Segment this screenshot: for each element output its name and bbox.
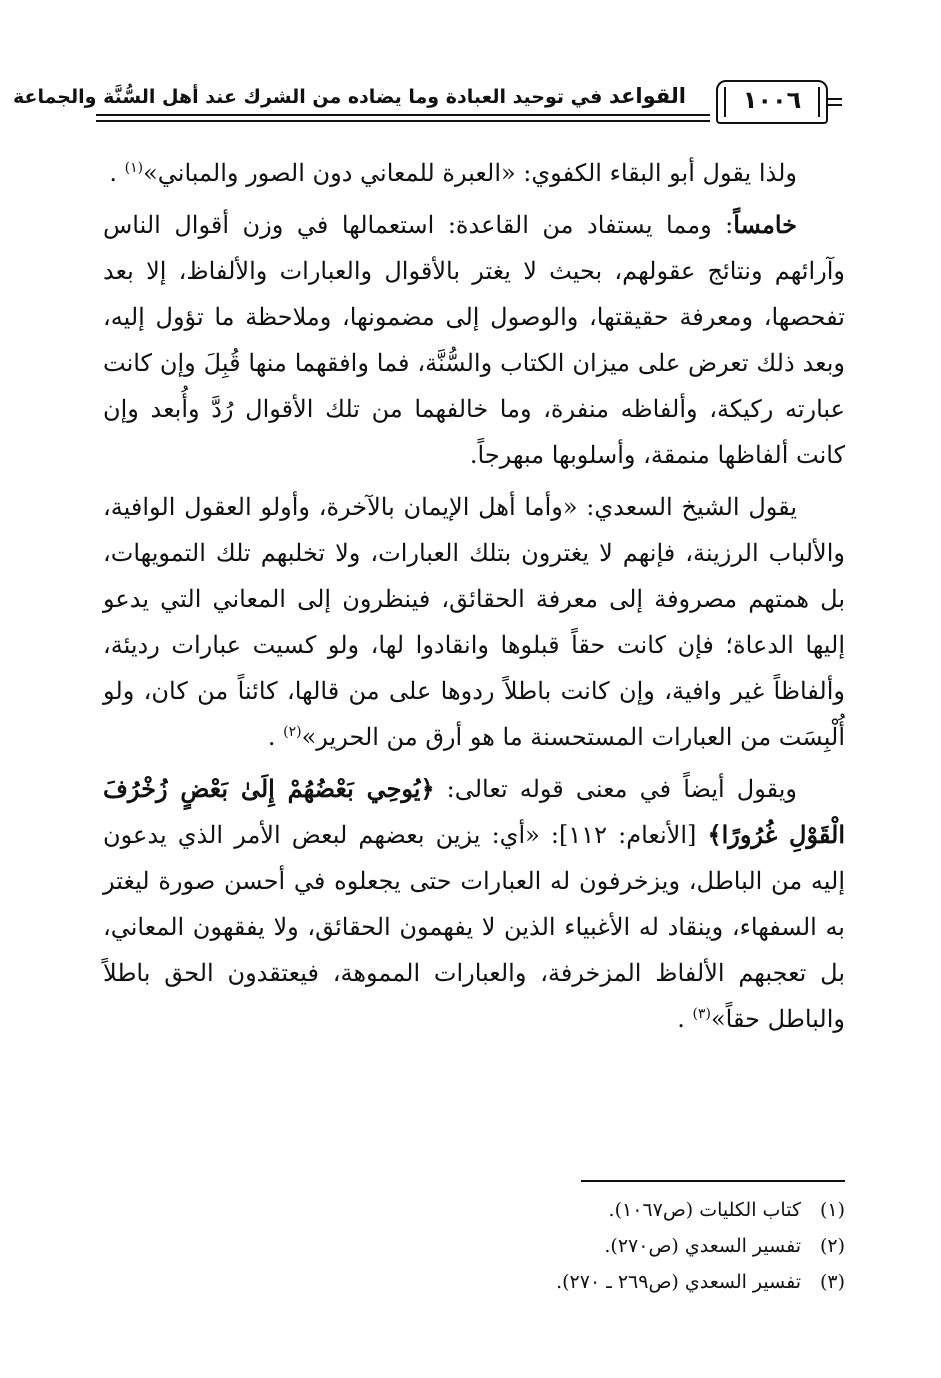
footnote-3-text: تفسير السعدي (ص٢٦٩ ـ ٢٧٠). <box>556 1271 801 1293</box>
footnote-2 <box>103 1228 845 1264</box>
paragraph-2-text: : ومما يستفاد من القاعدة: استعمالها في وزن أقوال الناس وآرائهم ونتائج عقولهم، بحيث لا يغتر بالأقوال والعبارات والألفاظ، إلا بعد تفحصها، ومعرفة حقيقتها، والوصول إلى مضمونها، وملاحظة ما تؤول إليه، وبعد ذلك تعرض على ميزان الكتاب والسُّنَّة، فما وافقهما منها قُبِلَ وإن كانت عبارته ركيكة، وألفاظه منفرة، وما خالفهما من تلك الأقوال رُدَّ وأُبعد وإن كانت ألفاظها منمقة، وأسلوبها مبهرجاً. <box>103 211 845 469</box>
footnote-3-number: (٣) <box>819 1271 845 1293</box>
header-rule-bottom <box>96 120 710 122</box>
page-number-frame <box>716 80 828 124</box>
quran-reference: [الأنعام: ١١٢] <box>559 821 708 849</box>
running-header-title <box>13 84 686 108</box>
paragraph-4-lead: ويقول أيضاً في معنى قوله تعالى: <box>434 775 798 803</box>
footnotes <box>103 1192 845 1300</box>
running-header-title-lead: القواعد <box>608 84 686 108</box>
paragraph-2 <box>103 202 845 478</box>
footnote-1-text: كتاب الكليات (ص١٠٦٧). <box>608 1199 801 1221</box>
paragraph-1-end: . <box>109 159 117 187</box>
page-number: ١٠٠٦ <box>742 86 802 114</box>
footnote-2-number: (٢) <box>819 1235 845 1257</box>
paragraph-4-end: . <box>677 1005 685 1033</box>
footnote-marker-1[interactable]: (١) <box>124 160 144 176</box>
paragraph-3-text: يقول الشيخ السعدي: «وأما أهل الإيمان بالآخرة، وأولو العقول الوافية، والألباب الرزينة، فإنهم لا يغترون بتلك العبارات، ولا تخلبهم تلك التمويهات، بل همتهم مصروفة إلى معرفة الحقائق، فينظرون إلى المعاني التي يدعو إليها الدعاة؛ فإن كانت حقاً قبلوها وانقادوا لها، ولو كسيت عبارات رديئة، وألفاظاً غير وافية، وإن كانت باطلاً ردوها على من قالها، كائناً من كان، ولو أُلْبِسَت من العبارات المستحسنة ما هو أرق من الحرير» <box>103 493 845 751</box>
footnote-1-number: (١) <box>819 1199 845 1221</box>
paragraph-2-intro: خامساً <box>733 210 798 239</box>
paragraph-3 <box>103 484 845 760</box>
paragraph-3-end: . <box>267 723 276 751</box>
quran-verse: ﴿يُوحِي بَعْضُهُمْ إِلَىٰ بَعْضٍ زُخْرُفَ الْقَوْلِ غُرُورًا﴾ <box>103 774 845 849</box>
running-header-title-rest: في توحيد العبادة وما يضاده من الشرك عند أهل السُّنَّة والجماعة <box>12 86 609 108</box>
paragraph-4 <box>103 766 845 1042</box>
running-header <box>12 78 836 134</box>
footnote-marker-2[interactable]: (٢) <box>283 724 302 740</box>
footnote-separator <box>581 1180 845 1182</box>
footnote-1 <box>103 1192 845 1228</box>
paragraph-1-text: ولذا يقول أبو البقاء الكفوي: «العبرة للمعاني دون الصور والمباني» <box>143 159 797 187</box>
header-tail-bottom <box>826 104 842 106</box>
footnote-2-text: تفسير السعدي (ص٢٧٠). <box>604 1235 801 1257</box>
paragraph-1 <box>103 150 845 196</box>
header-rule-top <box>96 114 710 116</box>
main-text <box>103 150 845 1048</box>
footnote-3 <box>103 1264 845 1300</box>
header-tail-top <box>826 98 842 100</box>
paragraph-4-text: : «أي: يزين بعضهم لبعض الأمر الذي يدعون إليه من الباطل، ويزخرفون له العبارات حتى يجعلوه في أحسن صورة ليغتر به السفهاء، وينقاد له الأغبياء الذين لا يفهمون الحقائق، ولا يفقهون المعاني، بل تعجبهم الألفاظ المزخرفة، والعبارات المموهة، فيعتقدون الحق باطلاً والباطل حقاً» <box>103 821 845 1033</box>
footnote-marker-3[interactable]: (٣) <box>692 1006 711 1022</box>
